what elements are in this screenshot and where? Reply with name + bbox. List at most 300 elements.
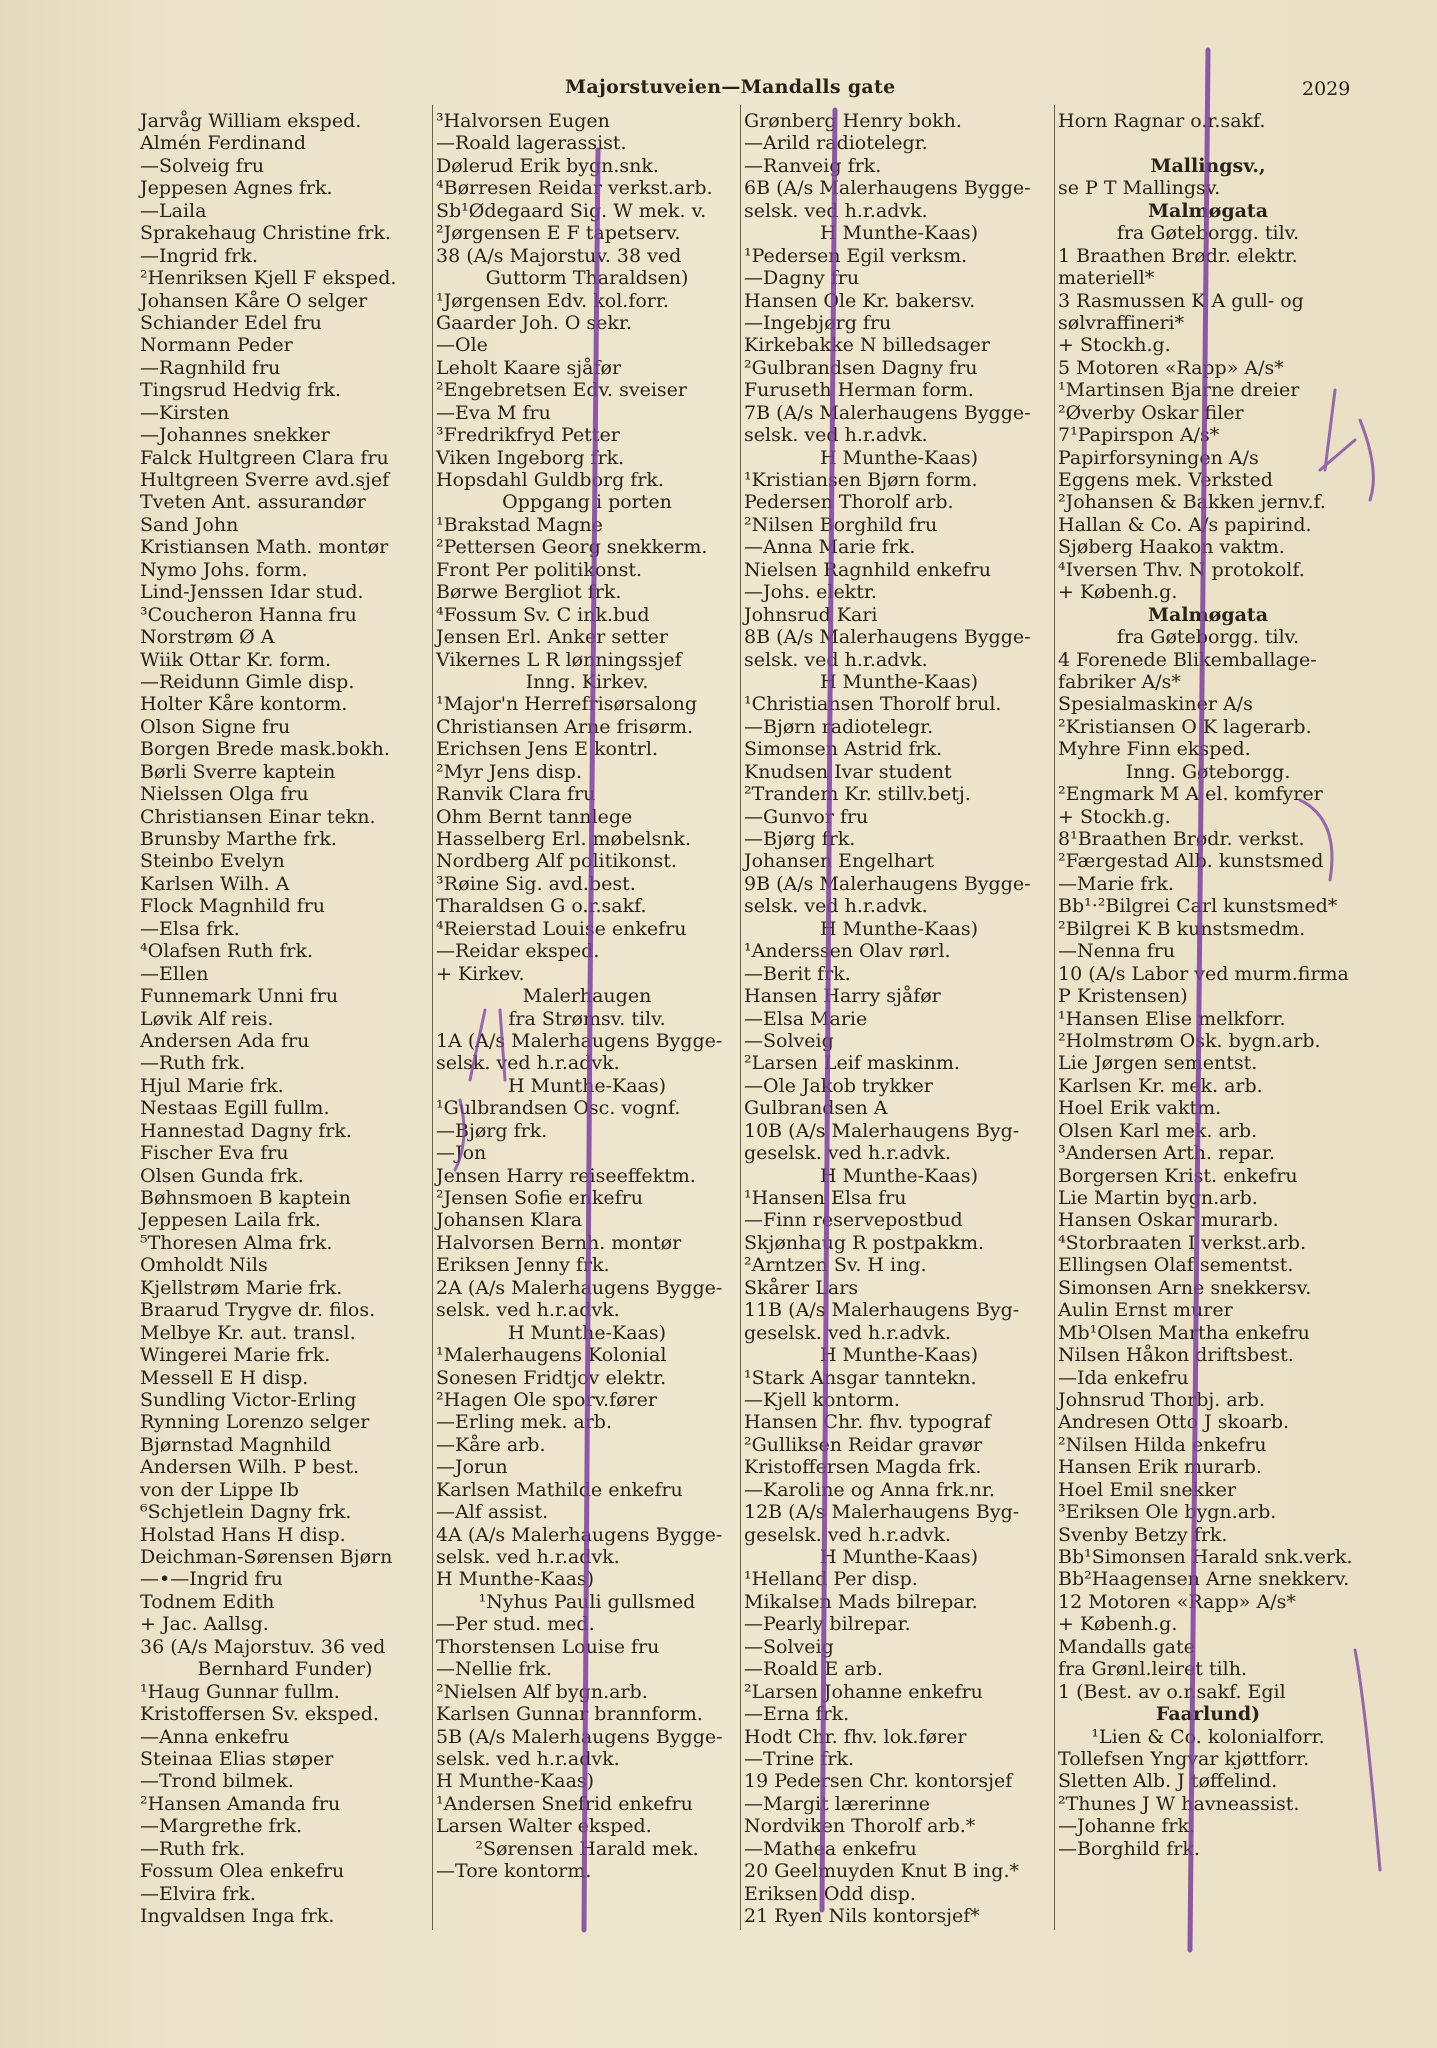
directory-entry: ²Pettersen Georg snekkerm. <box>436 536 708 559</box>
directory-entry: 1 Braathen Brødr. elektr. <box>1058 244 1298 267</box>
directory-entry: —Kåre arb. <box>436 1433 546 1456</box>
directory-entry: geselsk. ved h.r.advk. <box>744 1142 952 1165</box>
directory-entry: —Reidar eksped. <box>436 940 600 963</box>
directory-entry: Eriksen Odd disp. <box>744 1882 916 1905</box>
directory-entry: Skjønhaug R postpakkm. <box>744 1231 985 1254</box>
directory-entry: Andersen Wilh. P best. <box>140 1456 360 1479</box>
directory-entry: 38 (A/s Majorstuv. 38 ved <box>436 244 682 267</box>
directory-entry: —Gunvor fru <box>744 805 869 828</box>
directory-entry: ¹Christiansen Thorolf brul. <box>744 693 1002 716</box>
directory-entry: Larsen Walter eksped. <box>436 1815 652 1838</box>
directory-entry: Hultgreen Sverre avd.sjef <box>140 469 390 491</box>
directory-entry: Braarud Trygve dr. filos. <box>140 1299 376 1322</box>
directory-entry: Hjul Marie frk. <box>140 1074 284 1097</box>
directory-entry: Gaarder Joh. O sekr. <box>436 311 632 334</box>
directory-entry: H Munthe-Kaas) <box>819 670 979 693</box>
directory-entry: Karlsen Gunnar brannform. <box>436 1703 703 1726</box>
directory-entry: Hodt Chr. fhv. lok.fører <box>744 1725 967 1748</box>
directory-entry: ²Færgestad Alb. kunstsmed <box>1058 850 1324 873</box>
directory-entry: Knudsen Ivar student <box>744 760 952 783</box>
directory-entry: —Elvira frk. <box>140 1882 256 1905</box>
directory-entry: —Jorun <box>436 1456 508 1479</box>
directory-entry: Bøhnsmoen B kaptein <box>140 1187 351 1209</box>
directory-entry: ³Andersen Arth. repar. <box>1058 1142 1275 1165</box>
directory-entry: selsk. ved h.r.advk. <box>744 199 928 222</box>
directory-entry: 2A (A/s Malerhaugens Bygge- <box>436 1276 723 1299</box>
directory-entry: ²Holmstrøm Osk. bygn.arb. <box>1058 1029 1321 1052</box>
directory-entry: —Reidunn Gimle disp. <box>140 670 355 693</box>
directory-entry: 11B (A/s Malerhaugens Byg- <box>744 1299 1020 1322</box>
directory-entry: Olson Signe fru <box>140 715 291 738</box>
directory-entry: Christiansen Einar tekn. <box>140 805 376 828</box>
directory-entry: Mb¹Olsen Martha enkefru <box>1058 1321 1310 1344</box>
directory-entry: —Kirsten <box>140 401 230 424</box>
directory-entry: —Pearly bilrepar. <box>744 1613 911 1636</box>
directory-entry: Horn Ragnar o.r.sakf. <box>1058 110 1266 132</box>
directory-entry: —Anna enkefru <box>140 1725 290 1748</box>
directory-entry: Lie Jørgen sementst. <box>1058 1052 1258 1075</box>
directory-entry: 4A (A/s Malerhaugens Bygge- <box>436 1523 723 1546</box>
directory-entry: —Per stud. med. <box>436 1613 595 1636</box>
directory-entry: Nielssen Olga fru <box>140 783 309 806</box>
directory-entry: materiell* <box>1058 267 1155 290</box>
directory-entry: ²Øverby Oskar filer <box>1058 401 1244 424</box>
directory-entry: —Eva M fru <box>436 401 551 424</box>
directory-entry: ¹Hansen Elise melkforr. <box>1058 1007 1286 1030</box>
directory-entry: Spesialmaskiner A/s <box>1058 693 1253 716</box>
directory-entry: —Ruth frk. <box>140 1052 246 1075</box>
directory-entry: Bernhard Funder) <box>197 1658 373 1681</box>
directory-entry: —Ida enkefru <box>1058 1366 1189 1389</box>
directory-entry: —Johannes snekker <box>140 424 330 447</box>
directory-entry: selsk. ved h.r.advk. <box>744 895 928 918</box>
directory-entry: ³Halvorsen Eugen <box>436 110 610 132</box>
directory-entry: + Kirkev. <box>436 962 525 985</box>
directory-entry: Sundling Victor-Erling <box>140 1388 357 1411</box>
directory-entry: + Jac. Aallsg. <box>140 1613 269 1636</box>
directory-entry: Eggens mek. Verksted <box>1058 469 1273 491</box>
directory-entry: Malmøgata <box>1147 199 1269 222</box>
directory-entry: Hallan & Co. A/s papirind. <box>1058 513 1312 536</box>
directory-entry: ¹Stark Ansgar tanntekn. <box>744 1366 977 1389</box>
directory-entry: ⁴Fossum Sv. C ink.bud <box>436 603 650 626</box>
directory-entry: H Munthe-Kaas) <box>507 1074 667 1097</box>
directory-entry: Olsen Gunda frk. <box>140 1164 304 1187</box>
directory-entry: ²Nilsen Borghild fru <box>744 513 938 536</box>
directory-entry: 4 Forenede Blikemballage- <box>1058 648 1317 671</box>
directory-entry: Bjørnstad Magnhild <box>140 1433 332 1456</box>
directory-entry: —Jon <box>436 1142 487 1165</box>
directory-entry: Skårer Lars <box>744 1276 859 1299</box>
directory-entry: —Solveig fru <box>140 154 265 177</box>
directory-entry: geselsk. ved h.r.advk. <box>744 1523 952 1546</box>
directory-entry: —Trine frk. <box>744 1747 855 1770</box>
directory-entry: —Nellie frk. <box>436 1658 553 1681</box>
directory-entry: ²Larsen Leif maskinm. <box>744 1052 960 1075</box>
directory-entry: Hansen Harry sjåfør <box>744 985 941 1008</box>
directory-entry: ¹Helland Per disp. <box>744 1568 918 1591</box>
directory-entry: ²Jensen Sofie enkefru <box>436 1187 643 1209</box>
directory-entry: Guttorm Tharaldsen) <box>485 267 689 290</box>
directory-entry: ¹Andersen Snefrid enkefru <box>436 1792 693 1815</box>
directory-entry: 36 (A/s Majorstuv. 36 ved <box>140 1635 386 1658</box>
directory-entry: Jarvåg William eksped. <box>140 110 362 132</box>
directory-entry: —Ruth frk. <box>140 1837 246 1860</box>
directory-entry: —Ingrid frk. <box>140 244 258 267</box>
directory-entry: ²Jørgensen E F tapetserv. <box>436 222 681 245</box>
directory-entry: Karlsen Wilh. A <box>140 872 290 895</box>
directory-entry: —Solveig <box>744 1029 834 1052</box>
directory-entry: Holstad Hans H disp. <box>140 1523 346 1546</box>
directory-entry: Vikernes L R lønningssjef <box>436 648 682 671</box>
directory-entry: 8B (A/s Malerhaugens Bygge- <box>744 626 1031 649</box>
directory-entry: Hansen Oskar murarb. <box>1058 1209 1279 1232</box>
page-title: Majorstuveien—Mandalls gate <box>565 76 896 98</box>
directory-entry: ³Røine Sig. avd.best. <box>436 872 636 895</box>
directory-entry: Nordviken Thorolf arb.* <box>744 1815 976 1838</box>
directory-entry: Norstrøm Ø A <box>140 626 275 649</box>
directory-entry: H Munthe-Kaas) <box>819 446 979 469</box>
directory-entry: Nielsen Ragnhild enkefru <box>744 558 991 581</box>
directory-entry: —Ingebjørg fru <box>744 311 892 334</box>
directory-entry: H Munthe-Kaas) <box>819 1546 979 1568</box>
directory-entry: ⁶Schjetlein Dagny frk. <box>140 1501 352 1524</box>
directory-entry: Nordberg Alf politikonst. <box>436 850 677 873</box>
directory-entry: Sjøberg Haakon vaktm. <box>1058 536 1285 559</box>
directory-entry: Jeppesen Laila frk. <box>140 1209 321 1232</box>
directory-entry: 12B (A/s Malerhaugens Byg- <box>744 1501 1020 1524</box>
directory-entry: —Kjell kontorm. <box>744 1388 900 1411</box>
directory-entry: Borgersen Krist. enkefru <box>1058 1164 1298 1187</box>
directory-entry: Nestaas Egill fullm. <box>140 1097 330 1120</box>
directory-entry: ¹Pedersen Egil verksm. <box>744 244 968 267</box>
directory-entry: fra Strømsv. tilv. <box>508 1007 666 1030</box>
directory-entry: Viken Ingeborg frk. <box>436 446 625 469</box>
directory-entry: Almén Ferdinand <box>140 132 307 155</box>
directory-entry: + Københ.g. <box>1058 1613 1178 1636</box>
directory-entry: Faarlund) <box>1155 1703 1261 1726</box>
directory-entry: + Københ.g. <box>1058 581 1178 604</box>
directory-entry: Hansen Chr. fhv. typograf <box>744 1411 991 1434</box>
directory-entry: ¹Hansen Elsa fru <box>744 1187 907 1209</box>
directory-entry: ²Larsen Johanne enkefru <box>744 1680 983 1703</box>
directory-entry: selsk. ved h.r.advk. <box>436 1299 620 1322</box>
directory-entry: ²Gulbrandsen Dagny fru <box>744 356 978 379</box>
directory-entry: Jensen Erl. Anker setter <box>436 626 668 649</box>
directory-entry: —Erna frk. <box>744 1703 850 1726</box>
directory-entry: ²Henriksen Kjell F eksped. <box>140 267 397 290</box>
directory-entry: Bb¹Simonsen Harald snk.verk. <box>1058 1546 1353 1568</box>
directory-entry: ²Thunes J W havneassist. <box>1058 1792 1300 1815</box>
directory-entry: Halvorsen Bernh. montør <box>436 1231 682 1254</box>
directory-entry: —Berit frk. <box>744 962 851 985</box>
directory-entry: —Ole <box>436 334 488 357</box>
directory-entry: fra Grønl.leiret tilh. <box>1058 1658 1247 1681</box>
directory-entry: Wiik Ottar Kr. form. <box>140 648 332 671</box>
directory-entry: Kristoffersen Magda frk. <box>744 1456 982 1479</box>
directory-entry: Malmøgata <box>1147 603 1269 626</box>
directory-entry: Kjellstrøm Marie frk. <box>140 1276 343 1299</box>
directory-entry: ²Hansen Amanda fru <box>140 1792 341 1815</box>
directory-entry: fabriker A/s* <box>1058 670 1181 693</box>
directory-entry: 5 Motoren «Rapp» A/s* <box>1058 356 1284 379</box>
directory-entry: geselsk. ved h.r.advk. <box>744 1321 952 1344</box>
directory-entry: Front Per politikonst. <box>436 558 642 581</box>
directory-entry: Ingvaldsen Inga frk. <box>140 1905 335 1927</box>
directory-entry: ²Johansen & Bakken jernv.f. <box>1058 491 1326 514</box>
directory-entry: —Bjørg frk. <box>744 828 856 850</box>
directory-entry: ¹Malerhaugens Kolonial <box>436 1344 667 1367</box>
directory-entry: Kristiansen Math. montør <box>140 536 389 559</box>
directory-entry: Sand John <box>140 513 239 536</box>
directory-entry: Oppgang i porten <box>502 491 672 514</box>
directory-entry: ²Hagen Ole sporv.fører <box>436 1388 657 1411</box>
directory-entry: —Laila <box>140 199 207 222</box>
directory-entry: Inng. Gøteborgg. <box>1125 760 1291 783</box>
directory-entry: —•—Ingrid fru <box>140 1568 283 1591</box>
directory-entry: Funnemark Unni fru <box>140 985 339 1008</box>
directory-entry: —Johs. elektr. <box>744 581 877 604</box>
directory-entry: 5B (A/s Malerhaugens Bygge- <box>436 1725 723 1748</box>
directory-entry: 12 Motoren «Rapp» A/s* <box>1058 1590 1296 1613</box>
directory-entry: Lind-Jenssen Idar stud. <box>140 581 364 604</box>
directory-entry: ¹Kristiansen Bjørn form. <box>744 469 978 491</box>
directory-entry: —Margit lærerinne <box>744 1792 930 1815</box>
directory-entry: Johnsrud Thorbj. arb. <box>1058 1388 1265 1411</box>
directory-entry: 20 Geelmuyden Knut B ing.* <box>744 1860 1019 1883</box>
directory-entry: P Kristensen) <box>1058 985 1188 1008</box>
directory-entry: ⁵Thoresen Alma frk. <box>140 1231 333 1254</box>
directory-entry: Andresen Otto J skoarb. <box>1058 1411 1290 1434</box>
directory-entry: Svenby Betzy frk. <box>1058 1523 1228 1546</box>
directory-entry: ¹Gulbrandsen Osc. vognf. <box>436 1097 681 1120</box>
pen-stroke <box>1190 50 1208 1950</box>
directory-entry: 9B (A/s Malerhaugens Bygge- <box>744 872 1031 895</box>
directory-entry: —Ellen <box>140 962 209 985</box>
directory-entry: Bb²Haagensen Arne snekkerv. <box>1058 1568 1350 1591</box>
directory-entry: ³Fredrikfryd Petter <box>436 424 620 447</box>
directory-entry: Karlsen Mathilde enkefru <box>436 1478 683 1501</box>
directory-entry: ¹Anderssen Olav rørl. <box>744 940 951 963</box>
directory-entry: Omholdt Nils <box>140 1254 268 1277</box>
directory-entry: ²Sørensen Harald mek. <box>475 1837 699 1860</box>
directory-entry: Borgen Brede mask.bokh. <box>140 738 390 761</box>
directory-entry: H Munthe-Kaas) <box>819 1344 979 1367</box>
directory-entry: selsk. ved h.r.advk. <box>436 1546 620 1568</box>
directory-entry: Jensen Harry reiseeffektm. <box>436 1164 696 1187</box>
directory-entry: ²Bilgrei K B kunstsmedm. <box>1058 917 1306 940</box>
directory-entry: Deichman-Sørensen Bjørn <box>140 1546 393 1568</box>
directory-entry: —Erling mek. arb. <box>436 1411 613 1434</box>
directory-entry: ³Coucheron Hanna fru <box>140 603 357 626</box>
directory-entry: ³Eriksen Ole bygn.arb. <box>1058 1501 1277 1524</box>
directory-entry: selsk. ved h.r.advk. <box>436 1052 620 1075</box>
directory-entry: Jeppesen Agnes frk. <box>140 177 333 200</box>
directory-entry: ⁴Iversen Thv. N protokolf. <box>1058 558 1305 581</box>
directory-entry: Wingerei Marie frk. <box>140 1344 331 1367</box>
directory-entry: Mandalls gate <box>1058 1635 1195 1658</box>
directory-entry: 19 Pedersen Chr. kontorsjef <box>744 1770 1013 1793</box>
directory-entry: Hansen Ole Kr. bakersv. <box>744 289 976 312</box>
directory-entry: —Marie frk. <box>1058 872 1174 895</box>
directory-entry: Ranvik Clara fru <box>436 783 596 806</box>
directory-entry: Rynning Lorenzo selger <box>140 1411 370 1434</box>
directory-entry: —Anna Marie frk. <box>744 536 916 559</box>
directory-entry: Sprakehaug Christine frk. <box>140 222 391 245</box>
directory-entry: Børwe Bergliot frk. <box>436 581 622 604</box>
directory-entry: H Munthe-Kaas) <box>819 917 979 940</box>
directory-entry: Messell E H disp. <box>140 1366 309 1389</box>
directory-entry: H Munthe-Kaas) <box>507 1321 667 1344</box>
directory-entry: ²Nilsen Hilda enkefru <box>1058 1433 1267 1456</box>
directory-entry: 21 Ryen Nils kontorsjef* <box>744 1905 980 1927</box>
directory-entry: 1A (A/s Malerhaugens Bygge- <box>436 1029 723 1052</box>
directory-entry: ²Arntzen Sv. H ing. <box>744 1254 927 1277</box>
directory-entry: ²Gulliksen Reidar gravør <box>744 1433 983 1456</box>
directory-entry: Pedersen Thorolf arb. <box>744 491 954 514</box>
directory-entry: Normann Peder <box>140 334 293 357</box>
directory-entry: Andersen Ada fru <box>140 1029 310 1052</box>
directory-entry: ²Kristiansen O K lagerarb. <box>1058 715 1312 738</box>
directory-entry: ²Engmark M A el. komfyrer <box>1058 783 1323 806</box>
directory-entry: —Nenna fru <box>1058 940 1176 963</box>
directory-entry: 10 (A/s Labor ved murm.firma <box>1058 962 1349 985</box>
directory-entry: ²Trandem Kr. stillv.betj. <box>744 783 971 806</box>
directory-entry: Eriksen Jenny frk. <box>436 1254 610 1277</box>
directory-entry: Furuseth Herman form. <box>744 379 974 402</box>
directory-entry: Fossum Olea enkefru <box>140 1860 345 1883</box>
directory-entry: ⁴Børresen Reidar verkst.arb. <box>436 177 713 200</box>
directory-entry: Johnsrud Kari <box>744 603 878 626</box>
directory-entry: Sonesen Fridtjov elektr. <box>436 1366 667 1389</box>
directory-entry: sølvraffineri* <box>1058 311 1185 334</box>
directory-entry: selsk. ved h.r.advk. <box>744 424 928 447</box>
directory-entry: ¹Nyhus Pauli gullsmed <box>478 1590 696 1613</box>
directory-entry: Mallingsv., <box>1150 154 1266 177</box>
directory-entry: Myhre Finn eksped. <box>1058 738 1251 761</box>
directory-entry: Johansen Klara <box>436 1209 583 1232</box>
directory-entry: Nilsen Håkon driftsbest. <box>1058 1344 1294 1367</box>
directory-entry: Løvik Alf reis. <box>140 1007 274 1030</box>
directory-entry: Thorstensen Louise fru <box>436 1635 660 1658</box>
directory-entry: von der Lippe Ib <box>140 1478 299 1501</box>
directory-entry: Lie Martin bygn.arb. <box>1058 1187 1258 1209</box>
directory-entry: Hopsdahl Guldborg frk. <box>436 469 664 491</box>
directory-entry: Grønberg Henry bokh. <box>744 110 962 132</box>
directory-entry: Hannestad Dagny frk. <box>140 1119 352 1142</box>
directory-entry: ¹Haug Gunnar fullm. <box>140 1680 340 1703</box>
directory-entry: —Bjørg frk. <box>436 1119 548 1142</box>
pen-stroke <box>584 150 598 1930</box>
directory-entry: Hoel Erik vaktm. <box>1058 1097 1222 1120</box>
directory-entry: ¹Lien & Co. kolonialforr. <box>1091 1725 1325 1748</box>
directory-entry: —Karoline og Anna frk.nr. <box>744 1478 995 1501</box>
page-number: 2029 <box>1302 78 1351 100</box>
directory-entry: —Roald E arb. <box>744 1658 883 1681</box>
directory-entry: Kirkebakke N billedsager <box>744 334 990 357</box>
directory-entry: Mikalsen Mads bilrepar. <box>744 1590 978 1613</box>
directory-entry: Johansen Engelhart <box>744 850 934 873</box>
directory-entry: Hasselberg Erl. møbelsnk. <box>436 828 691 850</box>
directory-entry: Tharaldsen G o.r.sakf. <box>436 895 647 918</box>
directory-entry: Schiander Edel fru <box>140 311 322 334</box>
directory-entry: Todnem Edith <box>140 1590 275 1613</box>
directory-entry: Bb¹·²Bilgrei Carl kunstsmed* <box>1058 895 1338 918</box>
directory-entry: 1 (Best. av o.r.sakf. Egil <box>1058 1680 1286 1703</box>
directory-entry: Hoel Emil snekker <box>1058 1478 1237 1501</box>
directory-entry: 3 Rasmussen K A gull- og <box>1058 289 1304 312</box>
directory-entry: ²Nielsen Alf bygn.arb. <box>436 1680 648 1703</box>
directory-entry: Brunsby Marthe frk. <box>140 828 337 850</box>
directory-entry: ⁴Reierstad Louise enkefru <box>436 917 687 940</box>
directory-entry: Ellingsen Olaf sementst. <box>1058 1254 1294 1277</box>
directory-entry: —Ranveig frk. <box>744 154 882 177</box>
directory-entry: Inng. Kirkev. <box>525 670 649 693</box>
directory-entry: se P T Mallingsv. <box>1058 177 1221 200</box>
directory-entry: + Stockh.g. <box>1058 334 1171 357</box>
directory-entry: ¹Major'n Herrefrisørsalong <box>436 693 697 716</box>
directory-entry: Steinaa Elias støper <box>140 1747 334 1770</box>
directory-entry: Erichsen Jens E kontrl. <box>436 738 658 761</box>
directory-entry: Simonsen Arne snekkersv. <box>1058 1276 1312 1299</box>
directory-entry: —Solveig <box>744 1635 834 1658</box>
directory-entry: Johansen Kåre O selger <box>140 289 368 312</box>
directory-entry: —Elsa Marie <box>744 1007 868 1030</box>
directory-entry: H Munthe-Kaas) <box>819 1164 979 1187</box>
directory-entry: Tingsrud Hedvig frk. <box>140 379 342 402</box>
directory-entry: —Trond bilmek. <box>140 1770 294 1793</box>
directory-entry: H Munthe-Kaas) <box>436 1770 595 1793</box>
directory-entry: Nymo Johs. form. <box>140 558 308 581</box>
directory-entry: Tollefsen Yngvar kjøttforr. <box>1058 1747 1310 1770</box>
directory-entry: Gulbrandsen A <box>744 1097 888 1120</box>
directory-entry: —Margrethe frk. <box>140 1815 303 1838</box>
directory-entry: Sletten Alb. J tøffelind. <box>1058 1770 1278 1793</box>
directory-entry: Melbye Kr. aut. transl. <box>140 1321 356 1344</box>
directory-entry: 7¹Papirspon A/s* <box>1058 424 1220 447</box>
directory-entry: —Mathea enkefru <box>744 1837 917 1860</box>
directory-entry: Karlsen Kr. mek. arb. <box>1058 1074 1263 1097</box>
directory-entry: ⁴Storbraaten I verkst.arb. <box>1058 1231 1307 1254</box>
directory-entry: —Tore kontorm. <box>436 1860 592 1883</box>
directory-entry: 8¹Braathen Brødr. verkst. <box>1058 828 1305 850</box>
directory-entry: Steinbo Evelyn <box>140 850 285 873</box>
directory-entry: —Bjørn radiotelegr. <box>744 715 934 738</box>
directory-entry: Malerhaugen <box>522 985 652 1008</box>
directory-entry: Holter Kåre kontorm. <box>140 693 348 716</box>
directory-entry: Olsen Karl mek. arb. <box>1058 1119 1258 1142</box>
directory-entry: selsk. ved h.r.advk. <box>436 1747 620 1770</box>
directory-entry: ¹Martinsen Bjarne dreier <box>1058 379 1300 402</box>
directory-entry: ²Myr Jens disp. <box>436 760 583 783</box>
directory-entry: —Ragnhild fru <box>140 356 281 379</box>
directory-entry: —Elsa frk. <box>140 917 240 940</box>
directory-entry: H Munthe-Kaas) <box>436 1568 595 1591</box>
directory-entry: Ohm Bernt tannlege <box>436 805 633 828</box>
directory-entry: —Roald lagerassist. <box>436 132 627 155</box>
directory-entry: fra Gøteborgg. tilv. <box>1116 222 1300 245</box>
directory-entry: Hansen Erik murarb. <box>1058 1456 1262 1479</box>
directory-entry: —Alf assist. <box>436 1501 549 1524</box>
directory-entry: 7B (A/s Malerhaugens Bygge- <box>744 401 1031 424</box>
directory-entry: Fischer Eva fru <box>140 1142 289 1165</box>
pen-stroke <box>822 110 835 1910</box>
directory-entry: + Stockh.g. <box>1058 805 1171 828</box>
directory-entry: Leholt Kaare sjåfør <box>436 356 622 379</box>
directory-entry: Aulin Ernst murer <box>1058 1299 1233 1322</box>
directory-entry: Tveten Ant. assurandør <box>140 491 366 514</box>
directory-entry: Simonsen Astrid frk. <box>744 738 943 761</box>
